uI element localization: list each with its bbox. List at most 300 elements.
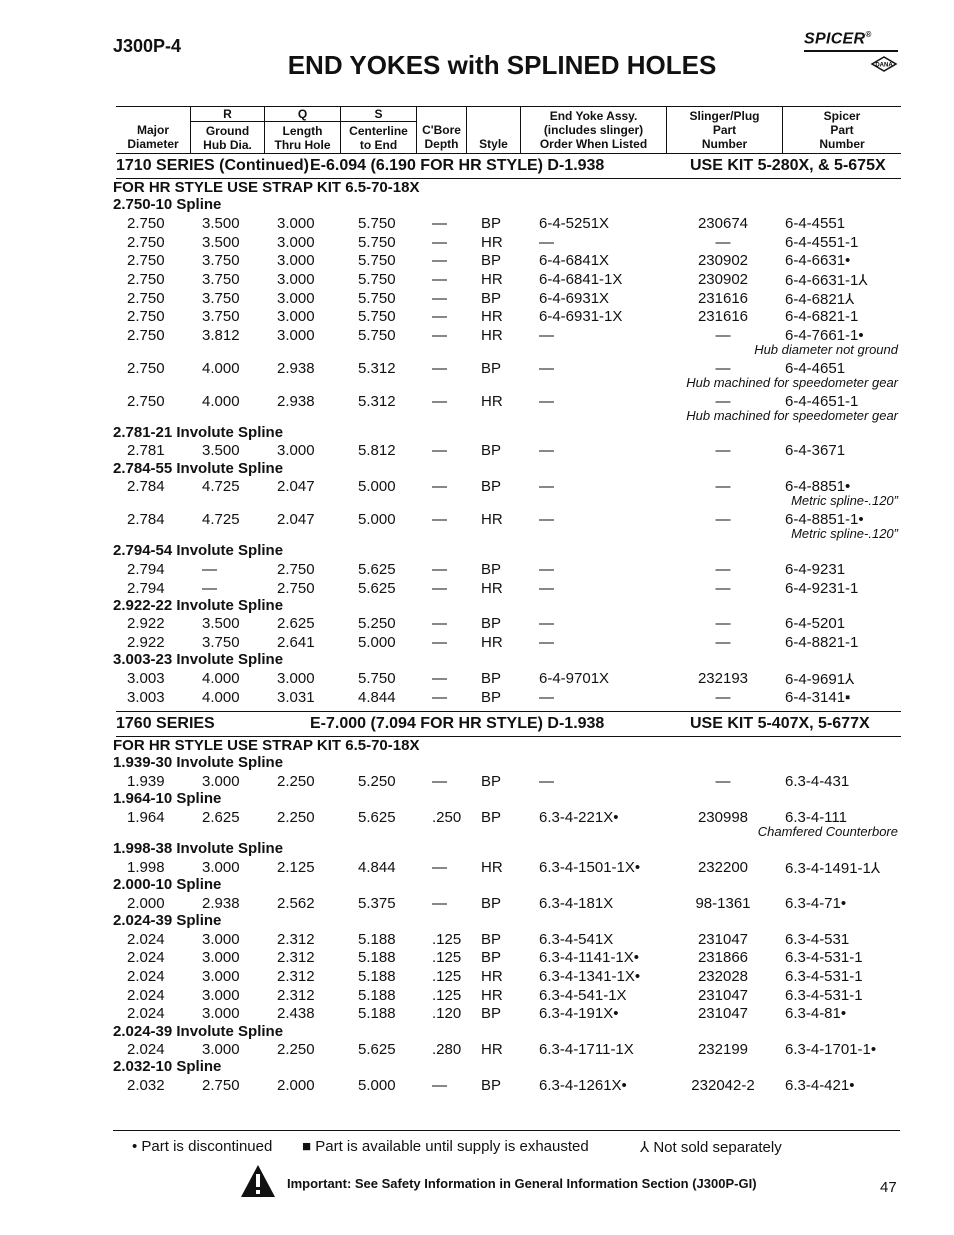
table-row — [0, 442, 954, 461]
spline-heading: 2.781-21 Involute Spline — [113, 424, 284, 441]
table-cell: 3.000 — [277, 234, 315, 251]
table-cell: 6.3-4-1141-1X• — [539, 949, 640, 966]
table-cell: 6.3-4-421• — [785, 1077, 855, 1094]
table-cell: 5.625 — [358, 809, 396, 826]
table-cell: 2.024 — [127, 1005, 165, 1022]
table-row — [0, 615, 954, 634]
table-cell: 6.3-4-1341-1X• — [539, 968, 641, 985]
table-cell: — — [432, 393, 447, 410]
footer-rule — [113, 1130, 900, 1131]
table-row — [0, 234, 954, 253]
table-cell: 230998 — [697, 809, 749, 826]
table-cell: 230902 — [697, 252, 749, 269]
table-cell: 98-1361 — [695, 895, 751, 912]
spline-heading: 2.024-39 Involute Spline — [113, 1023, 284, 1040]
table-cell: 2.641 — [277, 634, 315, 651]
column-header: Major Diameter — [127, 123, 179, 151]
table-cell: 231047 — [697, 931, 749, 948]
table-cell: 4.844 — [358, 859, 396, 876]
table-cell: — — [432, 615, 447, 632]
table-cell: 5.625 — [358, 580, 396, 597]
table-cell: 3.000 — [202, 1041, 240, 1058]
table-cell: 3.500 — [202, 615, 240, 632]
table-cell: 5.750 — [358, 252, 396, 269]
series-heading-part: 1710 SERIES (Continued) — [116, 157, 309, 174]
table-cell: HR — [481, 1041, 503, 1058]
table-cell: 3.750 — [202, 308, 240, 325]
table-cell: — — [715, 561, 731, 578]
table-cell: BP — [481, 360, 502, 377]
table-cell: 4.725 — [202, 478, 240, 495]
table-cell: 2.750 — [202, 1077, 240, 1094]
series-heading — [116, 153, 901, 179]
table-cell: BP — [481, 773, 502, 790]
table-cell: — — [539, 689, 554, 706]
table-cell: 2.024 — [127, 968, 165, 985]
table-cell: 2.750 — [127, 290, 165, 307]
row-note: Hub machined for speedometer gear — [686, 408, 898, 423]
table-cell: — — [432, 234, 447, 251]
table-cell: — — [539, 442, 554, 459]
spline-heading: 2.032-10 Spline — [113, 1058, 222, 1075]
table-cell: — — [202, 561, 217, 578]
table-cell: — — [715, 615, 731, 632]
table-cell: 6-4-3141▪ — [785, 689, 851, 706]
table-cell: — — [539, 634, 554, 651]
table-cell: 3.750 — [202, 271, 240, 288]
table-cell: 6-4-4651 — [785, 360, 846, 377]
table-cell: HR — [481, 634, 503, 651]
table-row — [0, 949, 954, 968]
table-cell: 2.250 — [277, 809, 315, 826]
spline-heading: 2.784-55 Involute Spline — [113, 460, 284, 477]
table-cell: 2.750 — [127, 327, 165, 344]
table-cell: 5.250 — [358, 615, 396, 632]
table-cell: HR — [481, 859, 503, 876]
table-cell: 3.000 — [277, 327, 315, 344]
table-cell: 3.031 — [277, 689, 315, 706]
table-cell: 5.312 — [358, 360, 396, 377]
table-row — [0, 561, 954, 580]
table-cell: BP — [481, 215, 502, 232]
table-cell: 3.750 — [202, 290, 240, 307]
table-cell: 5.000 — [358, 478, 396, 495]
table-cell: BP — [481, 809, 502, 826]
table-cell: 4.000 — [202, 689, 240, 706]
table-cell: — — [432, 561, 447, 578]
table-cell: — — [715, 478, 731, 495]
table-cell: 2.000 — [127, 895, 165, 912]
table-cell: 6-4-7661-1• — [785, 327, 864, 344]
table-cell: 2.750 — [127, 271, 165, 288]
table-cell: BP — [481, 252, 502, 269]
table-cell: — — [715, 393, 731, 410]
table-cell: — — [432, 360, 447, 377]
table-cell: 3.000 — [277, 252, 315, 269]
column-header: S Centerline to End — [340, 107, 416, 153]
table-cell: 2.625 — [202, 809, 240, 826]
table-cell: 6-4-9691⅄ — [785, 671, 855, 688]
table-cell: 231047 — [697, 987, 749, 1004]
table-cell: BP — [481, 949, 502, 966]
table-cell: 2.312 — [277, 949, 315, 966]
table-row — [0, 1077, 954, 1096]
table-cell: 3.000 — [202, 968, 240, 985]
table-cell: 2.750 — [127, 215, 165, 232]
table-cell: 6.3-4-181X — [539, 895, 614, 912]
table-cell: 6-4-6931X — [539, 290, 610, 307]
table-cell: 3.000 — [202, 1005, 240, 1022]
table-row — [0, 252, 954, 271]
table-cell: 5.000 — [358, 511, 396, 528]
table-cell: HR — [481, 327, 503, 344]
table-cell: 6.3-4-1711-1X — [539, 1041, 634, 1058]
table-cell: 3.000 — [277, 290, 315, 307]
table-cell: 6-4-9701X — [539, 670, 610, 687]
table-cell: 3.750 — [202, 252, 240, 269]
spline-heading: 2.750-10 Spline — [113, 196, 222, 213]
table-cell: 5.750 — [358, 327, 396, 344]
table-cell: 3.000 — [277, 271, 315, 288]
table-cell: 5.000 — [358, 1077, 396, 1094]
table-cell: 2.750 — [127, 252, 165, 269]
spline-heading: 2.024-39 Spline — [113, 912, 222, 929]
table-cell: 6-4-4551 — [785, 215, 846, 232]
table-row — [0, 308, 954, 327]
table-cell: 6-4-3671 — [785, 442, 846, 459]
table-row — [0, 968, 954, 987]
table-cell: 5.188 — [358, 1005, 396, 1022]
spline-heading: 2.794-54 Involute Spline — [113, 542, 284, 559]
table-cell: 6.3-4-111 — [785, 809, 847, 826]
table-cell: 231616 — [697, 290, 749, 307]
table-cell: 2.938 — [202, 895, 240, 912]
table-cell: 5.188 — [358, 968, 396, 985]
table-cell: HR — [481, 393, 503, 410]
table-cell: 6.3-4-531-1 — [785, 987, 863, 1004]
table-cell: — — [715, 580, 731, 597]
table-cell: — — [539, 234, 554, 251]
table-cell: — — [432, 271, 447, 288]
table-cell: — — [432, 895, 447, 912]
table-cell: 5.812 — [358, 442, 396, 459]
column-header: Spicer Part Number — [782, 107, 901, 153]
table-cell: 6-4-6631-1⅄ — [785, 272, 868, 289]
table-cell: — — [432, 511, 447, 528]
column-header: Q Length Thru Hole — [264, 107, 340, 153]
table-cell: 6.3-4-531-1 — [785, 949, 863, 966]
table-cell: 5.750 — [358, 290, 396, 307]
row-note: Hub diameter not ground — [754, 342, 898, 357]
table-cell: 3.000 — [202, 949, 240, 966]
table-cell: 5.750 — [358, 670, 396, 687]
table-cell: — — [432, 442, 447, 459]
table-cell: — — [432, 1077, 447, 1094]
row-note: Chamfered Counterbore — [757, 824, 898, 839]
svg-text:DANA: DANA — [875, 62, 893, 69]
table-cell: — — [432, 308, 447, 325]
table-cell: 2.125 — [277, 859, 315, 876]
table-cell: 2.938 — [277, 393, 315, 410]
table-row — [0, 689, 954, 708]
table-cell: 2.750 — [127, 308, 165, 325]
table-cell: 6-4-6631• — [785, 252, 851, 269]
column-header: R Ground Hub Dia. — [190, 107, 264, 153]
table-cell: 4.725 — [202, 511, 240, 528]
table-cell: 3.000 — [202, 859, 240, 876]
table-cell: 6.3-4-191X• — [539, 1005, 619, 1022]
table-cell: 1.939 — [127, 773, 165, 790]
table-cell: .250 — [432, 809, 462, 826]
table-cell: 1.998 — [127, 859, 165, 876]
table-cell: 3.000 — [277, 308, 315, 325]
table-cell: 2.250 — [277, 773, 315, 790]
table-cell: 6.3-4-531-1 — [785, 968, 863, 985]
table-cell: 2.784 — [127, 511, 165, 528]
table-cell: — — [432, 290, 447, 307]
table-cell: 2.000 — [277, 1077, 315, 1094]
table-row — [0, 271, 954, 290]
table-cell: 5.625 — [358, 561, 396, 578]
table-cell: 2.794 — [127, 561, 165, 578]
table-cell: 2.047 — [277, 478, 315, 495]
table-cell: 2.750 — [127, 234, 165, 251]
table-cell: 6-4-9231 — [785, 561, 846, 578]
table-cell: HR — [481, 234, 503, 251]
table-cell: — — [432, 252, 447, 269]
column-header: Slinger/Plug Part Number — [666, 107, 782, 153]
spline-heading: 1.998-38 Involute Spline — [113, 840, 284, 857]
table-cell: 4.844 — [358, 689, 396, 706]
column-headers — [116, 106, 901, 154]
table-cell: 5.750 — [358, 234, 396, 251]
table-cell: 2.794 — [127, 580, 165, 597]
table-cell: BP — [481, 478, 502, 495]
table-cell: 2.032 — [127, 1077, 165, 1094]
table-cell: — — [715, 327, 731, 344]
spline-heading: 2.000-10 Spline — [113, 876, 222, 893]
table-cell: — — [539, 478, 554, 495]
column-header: Style — [466, 107, 520, 153]
table-cell: .125 — [432, 987, 462, 1004]
table-cell: — — [539, 580, 554, 597]
spline-heading: 3.003-23 Involute Spline — [113, 651, 284, 668]
table-cell: BP — [481, 1077, 502, 1094]
table-cell: 5.250 — [358, 773, 396, 790]
table-cell: 2.024 — [127, 987, 165, 1004]
series-heading-part: E-6.094 (6.190 FOR HR STYLE) D-1.938 — [310, 157, 605, 174]
table-cell: — — [432, 327, 447, 344]
table-cell: 5.750 — [358, 308, 396, 325]
table-cell: .125 — [432, 968, 462, 985]
table-cell: BP — [481, 895, 502, 912]
table-cell: BP — [481, 561, 502, 578]
series-heading-part: E-7.000 (7.094 FOR HR STYLE) D-1.938 — [310, 715, 605, 732]
table-cell: BP — [481, 442, 502, 459]
table-cell: — — [432, 580, 447, 597]
spicer-logo: SPICER® DANA — [804, 30, 900, 76]
table-cell: — — [715, 773, 731, 790]
table-cell: — — [432, 859, 447, 876]
strap-kit-note: FOR HR STYLE USE STRAP KIT 6.5-70-18X — [113, 737, 420, 754]
table-cell: 6-4-5251X — [539, 215, 610, 232]
table-cell: 232042-2 — [691, 1077, 755, 1094]
strap-kit-note: FOR HR STYLE USE STRAP KIT 6.5-70-18X — [113, 179, 420, 196]
table-cell: 3.000 — [202, 773, 240, 790]
table-cell: 231047 — [697, 1005, 749, 1022]
safety-notice: Important: See Safety Information in General Information Section (J300P-GI) — [287, 1176, 757, 1191]
legend-not-sold: ⅄ Not sold separately — [640, 1139, 782, 1156]
column-header: C'Bore Depth — [416, 107, 466, 153]
row-note: Hub machined for speedometer gear — [686, 375, 898, 390]
table-cell: 6.3-4-1261X• — [539, 1077, 627, 1094]
table-cell: 4.000 — [202, 360, 240, 377]
table-cell: — — [715, 511, 731, 528]
table-cell: 6.3-4-541X — [539, 931, 614, 948]
spline-heading: 1.964-10 Spline — [113, 790, 222, 807]
table-cell: 3.500 — [202, 442, 240, 459]
table-cell: — — [432, 689, 447, 706]
table-cell: 2.784 — [127, 478, 165, 495]
table-cell: .280 — [432, 1041, 462, 1058]
table-cell: — — [715, 442, 731, 459]
table-cell: 2.625 — [277, 615, 315, 632]
table-cell: HR — [481, 968, 503, 985]
table-cell: 6-4-8821-1 — [785, 634, 859, 651]
table-cell: 5.312 — [358, 393, 396, 410]
spline-heading: 1.939-30 Involute Spline — [113, 754, 284, 771]
table-cell: 2.562 — [277, 895, 315, 912]
table-cell: — — [539, 511, 554, 528]
table-cell: 6.3-4-541-1X — [539, 987, 627, 1004]
table-cell: — — [539, 773, 554, 790]
table-cell: 2.922 — [127, 615, 165, 632]
table-cell: — — [432, 773, 447, 790]
table-row — [0, 215, 954, 234]
table-cell: 6.3-4-1501-1X• — [539, 859, 641, 876]
table-cell: .120 — [432, 1005, 462, 1022]
table-cell: — — [715, 360, 731, 377]
table-cell: 5.188 — [358, 987, 396, 1004]
doc-code: J300P-4 — [113, 36, 182, 56]
spline-heading: 2.922-22 Involute Spline — [113, 597, 284, 614]
table-cell: BP — [481, 931, 502, 948]
table-cell: BP — [481, 1005, 502, 1022]
table-cell: 232028 — [697, 968, 749, 985]
table-row — [0, 1005, 954, 1024]
table-row — [0, 987, 954, 1006]
table-cell: BP — [481, 670, 502, 687]
table-cell: 2.312 — [277, 987, 315, 1004]
table-cell: 2.250 — [277, 1041, 315, 1058]
table-row — [0, 670, 954, 689]
table-cell: 5.750 — [358, 271, 396, 288]
table-cell: 2.750 — [127, 393, 165, 410]
table-cell: 2.312 — [277, 931, 315, 948]
table-cell: — — [715, 234, 731, 251]
table-cell: 3.000 — [277, 670, 315, 687]
table-cell: .125 — [432, 931, 462, 948]
table-cell: 3.500 — [202, 215, 240, 232]
table-cell: 2.938 — [277, 360, 315, 377]
warning-icon — [240, 1164, 276, 1198]
table-cell: 6-4-8851-1• — [785, 511, 864, 528]
table-cell: HR — [481, 580, 503, 597]
table-cell: — — [539, 615, 554, 632]
table-cell: 3.000 — [277, 215, 315, 232]
table-cell: HR — [481, 987, 503, 1004]
row-note: Metric spline-.120” — [791, 526, 898, 541]
table-cell: 2.024 — [127, 931, 165, 948]
table-cell: 5.188 — [358, 931, 396, 948]
table-cell: 5.625 — [358, 1041, 396, 1058]
table-cell: 2.922 — [127, 634, 165, 651]
table-cell: 232199 — [697, 1041, 749, 1058]
table-cell: 2.750 — [127, 360, 165, 377]
table-cell: 6-4-6931-1X — [539, 308, 623, 325]
table-cell: 2.024 — [127, 949, 165, 966]
table-cell: 5.000 — [358, 634, 396, 651]
table-cell: .125 — [432, 949, 462, 966]
table-cell: 6-4-4551-1 — [785, 234, 859, 251]
table-cell: — — [432, 478, 447, 495]
table-cell: 6-4-6841X — [539, 252, 610, 269]
table-cell: 2.438 — [277, 1005, 315, 1022]
column-header: End Yoke Assy. (includes slinger) Order When Listed — [520, 107, 666, 153]
table-cell: 5.375 — [358, 895, 396, 912]
table-cell: 6-4-4651-1 — [785, 393, 859, 410]
table-cell: 6.3-4-71• — [785, 895, 847, 912]
series-heading — [116, 711, 901, 737]
table-cell: 4.000 — [202, 670, 240, 687]
table-cell: 6-4-8851• — [785, 478, 851, 495]
table-cell: 6-4-6821⅄ — [785, 291, 855, 308]
table-cell: — — [432, 670, 447, 687]
table-row — [0, 290, 954, 309]
legend-discontinued: • Part is discontinued — [132, 1138, 273, 1155]
table-cell: 2.750 — [277, 580, 315, 597]
table-cell: 3.750 — [202, 634, 240, 651]
table-cell: 230674 — [697, 215, 749, 232]
table-cell: — — [202, 580, 217, 597]
table-cell: 231866 — [697, 949, 749, 966]
table-cell: 232193 — [697, 670, 749, 687]
series-heading-part: USE KIT 5-407X, 5-677X — [690, 715, 870, 732]
table-cell: 3.812 — [202, 327, 240, 344]
table-cell: 6.3-4-431 — [785, 773, 850, 790]
page-title: END YOKES with SPLINED HOLES — [287, 50, 717, 80]
table-cell: 6.3-4-81• — [785, 1005, 847, 1022]
table-cell: BP — [481, 615, 502, 632]
table-cell: 6.3-4-531 — [785, 931, 850, 948]
table-cell: 2.781 — [127, 442, 165, 459]
table-cell: 6.3-4-221X• — [539, 809, 619, 826]
table-cell: 230902 — [697, 271, 749, 288]
series-heading-part: 1760 SERIES — [116, 715, 215, 732]
table-cell: BP — [481, 689, 502, 706]
legend-supply: ■ Part is available until supply is exhausted — [302, 1138, 589, 1155]
table-cell: HR — [481, 511, 503, 528]
table-cell: — — [539, 327, 554, 344]
table-cell: 1.964 — [127, 809, 165, 826]
table-cell: 6.3-4-1701-1• — [785, 1041, 877, 1058]
table-cell: 5.750 — [358, 215, 396, 232]
table-cell: 6.3-4-1491-1⅄ — [785, 860, 881, 877]
table-cell: 3.000 — [277, 442, 315, 459]
table-row — [0, 931, 954, 950]
table-cell: BP — [481, 290, 502, 307]
table-cell: — — [715, 634, 731, 651]
